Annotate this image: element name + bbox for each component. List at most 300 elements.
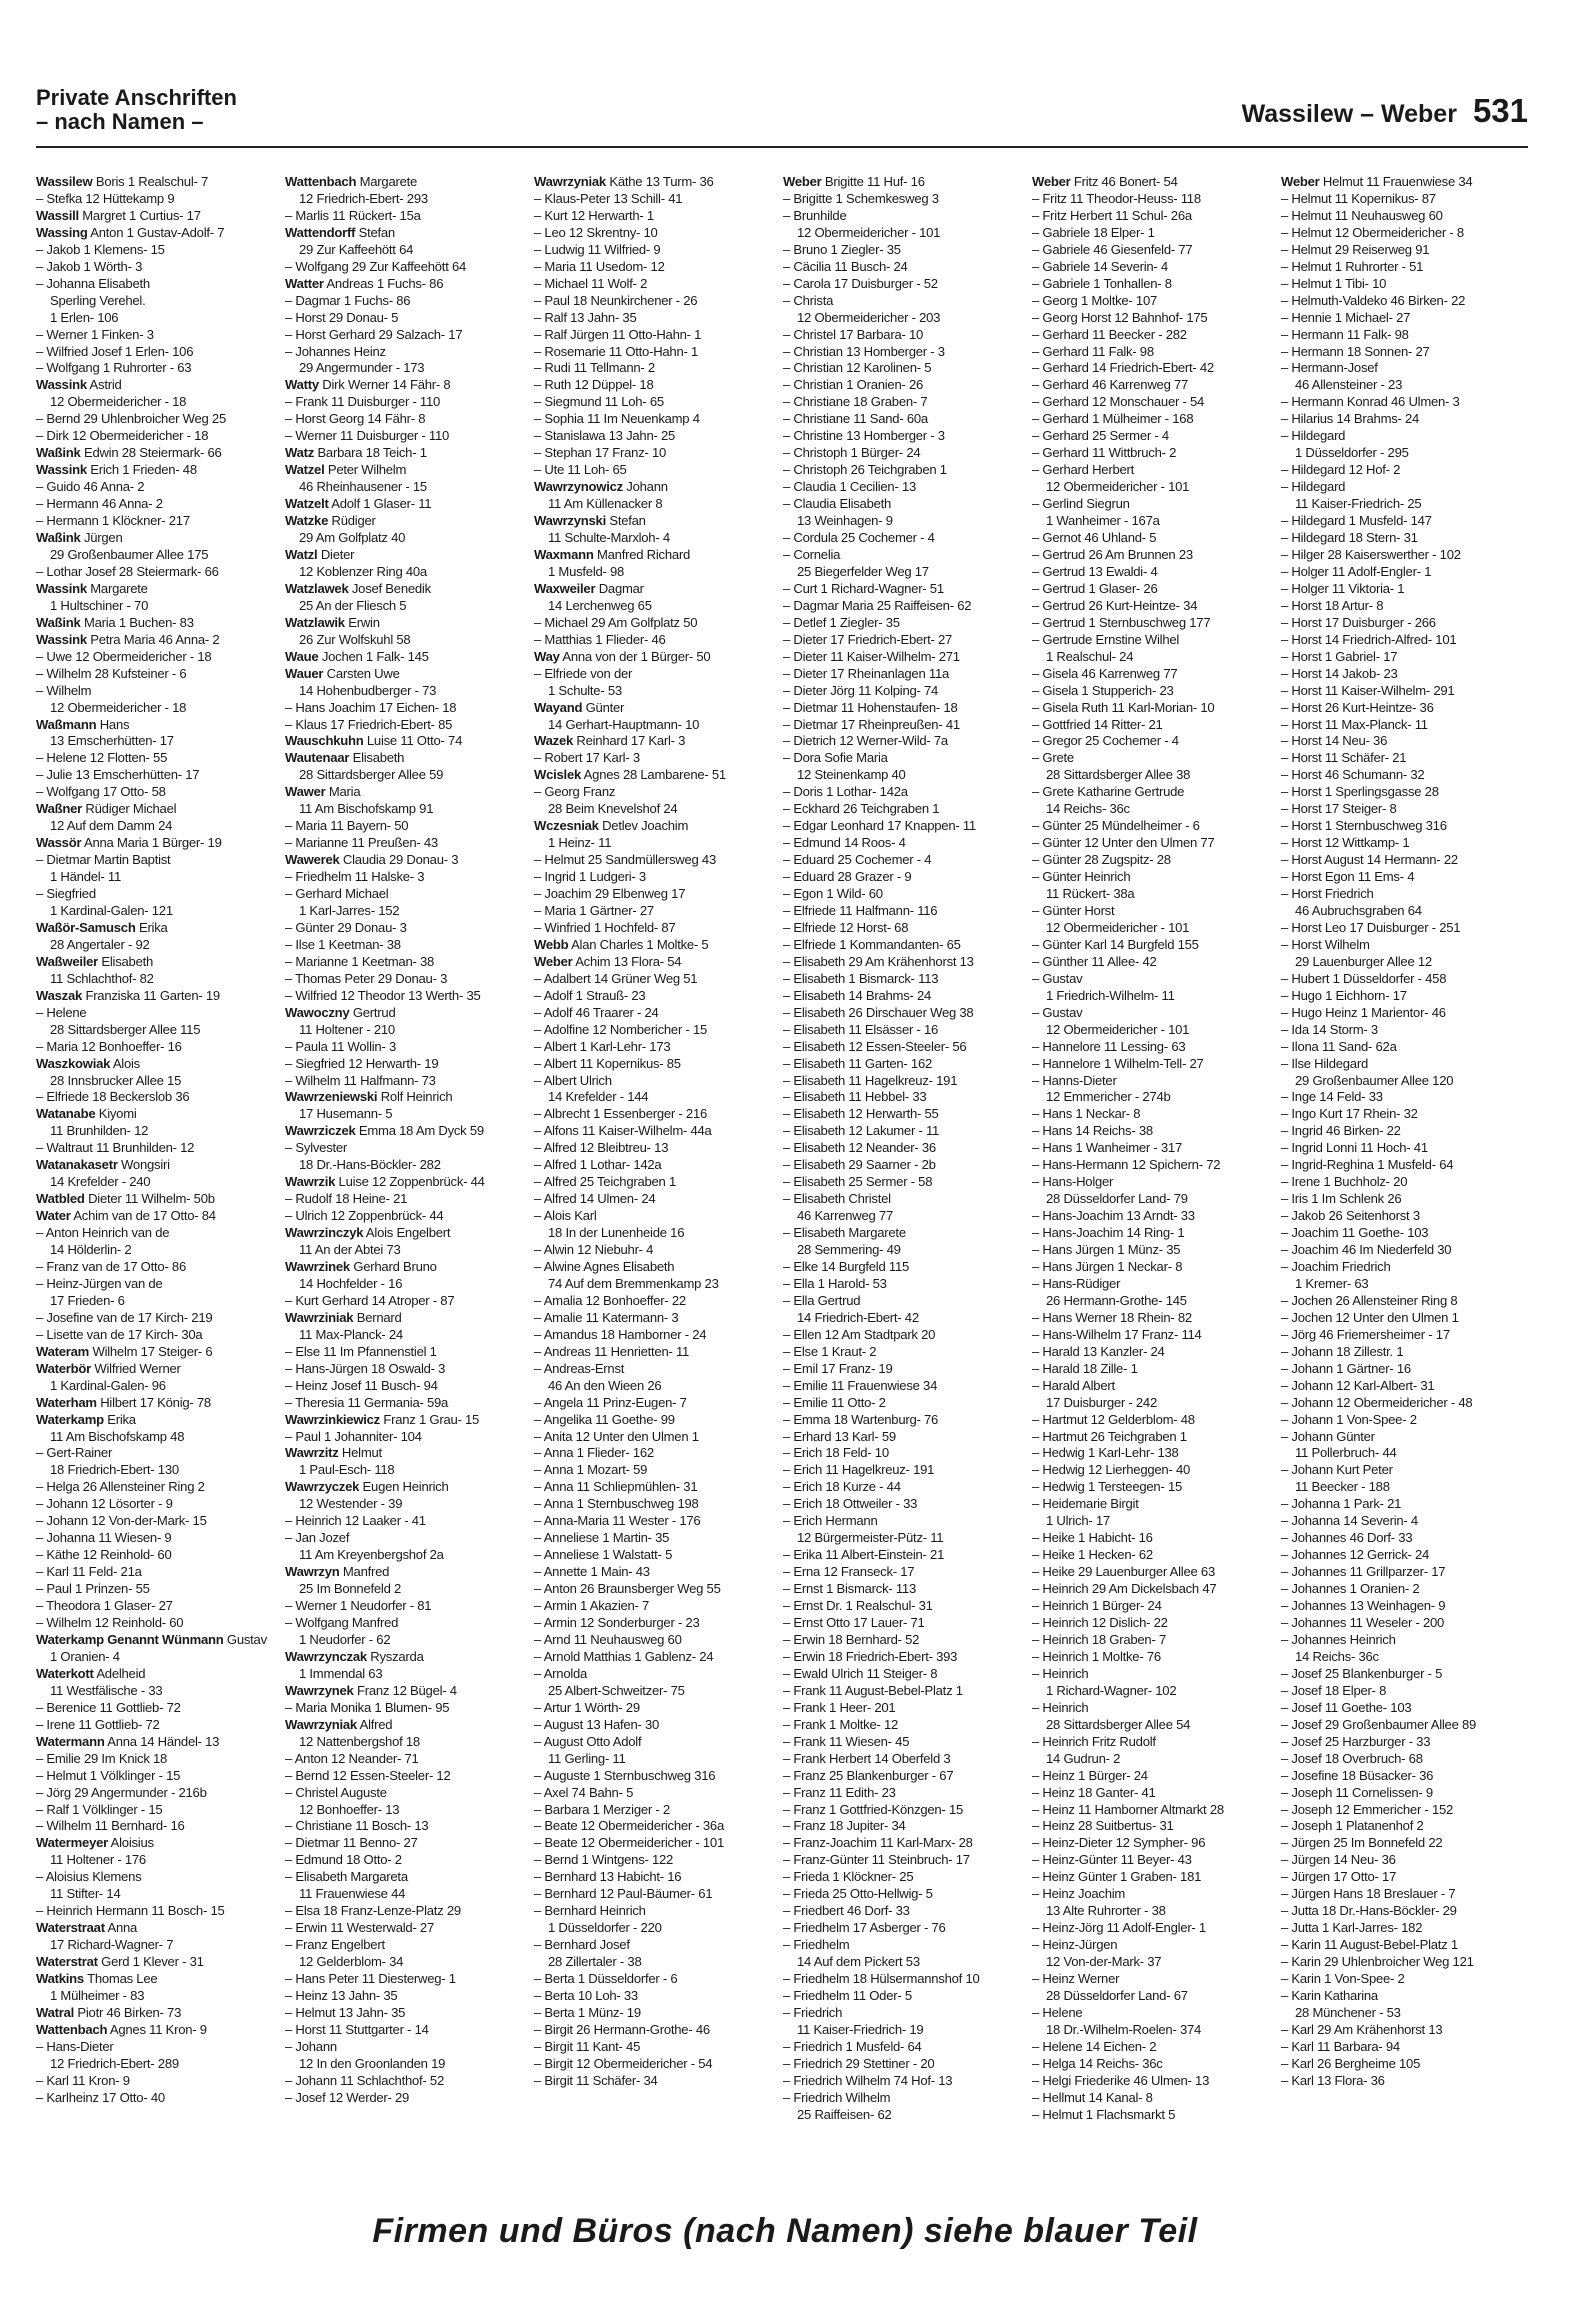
entry-text: – Frank 11 Wiesen- 45: [783, 1733, 910, 1749]
entry-text: 29 Lauenburger Allee 12: [1295, 953, 1432, 969]
entry-text: – Hans-Dieter: [36, 2038, 114, 2054]
entry-text: 14 Lerchenweg 65: [548, 597, 652, 613]
entry-text: – Anna 1 Mozart- 59: [534, 1462, 648, 1478]
directory-entry: [1032, 1852, 1277, 1869]
entry-text: – Elke 14 Burgfeld 115: [783, 1259, 910, 1274]
entry-text: Erich 1 Frieden- 48: [86, 462, 197, 478]
entry-text: 12 In den Groonlanden 19: [299, 2055, 446, 2071]
directory-entry: [783, 2107, 1028, 2124]
directory-entry: [534, 988, 779, 1005]
directory-entry: [285, 1225, 530, 1242]
entry-text: – Dietmar 17 Rheinpreußen- 41: [783, 716, 960, 732]
directory-entry: [783, 479, 1028, 496]
entry-text: – Amalia 12 Bonhoeffer- 22: [534, 1292, 686, 1308]
directory-entry: [285, 1666, 530, 1683]
directory-entry: [783, 937, 1028, 954]
entry-text: – Heinrich: [1032, 1665, 1089, 1681]
directory-entry: [534, 1039, 779, 1056]
directory-entry: [534, 564, 779, 581]
entry-text: – Friedrich Wilhelm: [783, 2089, 891, 2105]
directory-entry: [1032, 411, 1277, 428]
directory-entry: [1281, 683, 1526, 700]
directory-entry: [534, 1920, 779, 1937]
entry-text: – Ingrid Lonni 11 Hoch- 41: [1281, 1140, 1428, 1156]
directory-entry: [534, 581, 779, 598]
directory-entry: [1281, 1395, 1526, 1412]
directory-entry: [534, 1649, 779, 1666]
directory-entry: [783, 394, 1028, 411]
entry-text: – Harald 13 Kanzler- 24: [1032, 1343, 1165, 1359]
entry-text: – Fritz Herbert 11 Schul- 26a: [1032, 207, 1192, 223]
entry-text: – Hans Werner 18 Rhein- 82: [1032, 1309, 1192, 1325]
entry-text: 28 Angertaler - 92: [50, 936, 150, 952]
entry-text: – Friedhelm 11 Oder- 5: [783, 1987, 912, 2003]
entry-surname: Watzl: [285, 546, 318, 562]
entry-text: Gustav: [223, 1631, 267, 1647]
directory-entry: [1032, 733, 1277, 750]
entry-text: Boris 1 Realschul- 7: [92, 174, 209, 189]
entry-text: 25 Raiffeisen- 62: [797, 2106, 892, 2122]
entry-text: 1 Hultschiner - 70: [50, 597, 149, 613]
entry-text: – Hilger 28 Kaiserswerther - 102: [1281, 546, 1461, 562]
directory-entry: [1281, 1462, 1526, 1479]
directory-entry: [1281, 1971, 1526, 1988]
entry-text: – Heike 29 Lauenburger Allee 63: [1032, 1564, 1215, 1580]
directory-entry: [534, 733, 779, 750]
entry-text: – Joachim Friedrich: [1281, 1259, 1391, 1274]
directory-entry: [36, 1869, 281, 1886]
directory-entry: [1281, 174, 1526, 191]
entry-text: – Alfons 11 Kaiser-Wilhelm- 44a: [534, 1123, 712, 1139]
entry-surname: Waterstraat: [36, 1920, 105, 1936]
entry-text: – Heinz Josef 11 Busch- 94: [285, 1377, 438, 1393]
directory-entry: [534, 1666, 779, 1683]
entry-text: – Hedwig 1 Karl-Lehr- 138: [1032, 1445, 1179, 1461]
directory-entry: [285, 632, 530, 649]
entry-surname: Wattenbach: [36, 2021, 108, 2037]
entry-text: – Brigitte 1 Schemkesweg 3: [783, 190, 939, 206]
entry-text: – Rudi 11 Tellmann- 2: [534, 360, 655, 376]
directory-entry: [1281, 1157, 1526, 1174]
directory-entry: [783, 191, 1028, 208]
entry-text: – Horst 29 Donau- 5: [285, 309, 399, 325]
directory-entry: [285, 733, 530, 750]
directory-entry: [1281, 1140, 1526, 1157]
directory-entry: [36, 598, 281, 615]
entry-text: – Karin 1 Von-Spee- 2: [1281, 1971, 1405, 1987]
entry-text: Astrid: [86, 377, 122, 393]
directory-entry: [285, 666, 530, 683]
directory-entry: [36, 1174, 281, 1191]
entry-text: 18 Dr.-Wilhelm-Roelen- 374: [1046, 2021, 1202, 2037]
directory-entry: [1281, 971, 1526, 988]
entry-text: 11 Am Küllenacker 8: [548, 496, 663, 512]
entry-text: – Maria Monika 1 Blumen- 95: [285, 1699, 450, 1715]
directory-entry: [285, 1479, 530, 1496]
entry-text: – Joachim 46 Im Niederfeld 30: [1281, 1242, 1452, 1258]
entry-text: – Grete Katharine Gertrude: [1032, 784, 1185, 800]
entry-surname: Weber: [1032, 174, 1071, 189]
entry-text: – Christel Auguste: [285, 1784, 387, 1800]
directory-entry: [783, 750, 1028, 767]
entry-text: – Christa: [783, 292, 834, 308]
directory-entry: [1032, 1310, 1277, 1327]
entry-text: 13 Alte Ruhrorter - 38: [1046, 1903, 1166, 1919]
directory-entry: [783, 1073, 1028, 1090]
entry-text: – Erich 18 Feld- 10: [783, 1445, 889, 1461]
directory-entry: [1032, 1937, 1277, 1954]
directory-entry: [1281, 1445, 1526, 1462]
entry-surname: Watbled: [36, 1191, 85, 1207]
entry-text: – Jörg 46 Friemersheimer - 17: [1281, 1326, 1450, 1342]
directory-entry: [1281, 411, 1526, 428]
directory-entry: [1032, 852, 1277, 869]
entry-text: – Johann 12 Obermeidericher - 48: [1281, 1394, 1473, 1410]
directory-entry: [1281, 547, 1526, 564]
directory-entry: [1032, 479, 1277, 496]
entry-text: – Auguste 1 Sternbuschweg 316: [534, 1767, 716, 1783]
entry-text: – Bernd 29 Uhlenbroicher Weg 25: [36, 411, 226, 427]
entry-text: Reinhard 17 Karl- 3: [573, 733, 686, 749]
entry-text: – Horst August 14 Hermann- 22: [1281, 852, 1458, 868]
directory-entry: [1281, 1988, 1526, 2005]
entry-text: 29 Am Golfplatz 40: [299, 530, 406, 546]
entry-text: – Franz 1 Gottfried-Könzgen- 15: [783, 1801, 964, 1817]
entry-surname: Waßink: [36, 530, 81, 546]
directory-entry: [783, 344, 1028, 361]
directory-entry: [534, 1954, 779, 1971]
directory-entry: [783, 683, 1028, 700]
directory-entry: [285, 1937, 530, 1954]
directory-entry: [783, 767, 1028, 784]
entry-text: 11 Am Bischofskamp 48: [50, 1428, 185, 1444]
directory-entry: [1032, 1649, 1277, 1666]
directory-entry: [1032, 1344, 1277, 1361]
entry-text: – Paula 11 Wollin- 3: [285, 1038, 396, 1054]
entry-text: 25 Im Bonnefeld 2: [299, 1581, 402, 1597]
entry-text: 1 Immendal 63: [299, 1665, 383, 1681]
entry-text: Franz 1 Grau- 15: [379, 1411, 480, 1427]
directory-entry: [285, 1242, 530, 1259]
directory-entry: [36, 1123, 281, 1140]
entry-text: – Joseph 12 Emmericher - 152: [1281, 1801, 1454, 1817]
directory-entry: [783, 293, 1028, 310]
entry-text: – Emilie 11 Otto- 2: [783, 1394, 886, 1410]
directory-entry: [783, 1259, 1028, 1276]
entry-text: – Claudia 1 Cecilien- 13: [783, 479, 917, 495]
entry-text: – Karl 11 Barbara- 94: [1281, 2038, 1400, 2054]
directory-entry: [534, 1395, 779, 1412]
entry-text: – Günter Horst: [1032, 902, 1115, 918]
directory-entry: [1281, 1547, 1526, 1564]
directory-entry: [1281, 869, 1526, 886]
entry-text: – Heinrich: [1032, 1699, 1089, 1715]
entry-text: – Stephan 17 Franz- 10: [534, 445, 667, 461]
entry-text: – Anneliese 1 Martin- 35: [534, 1530, 670, 1546]
entry-text: – Cornelia: [783, 546, 841, 562]
directory-entry: [285, 886, 530, 903]
entry-text: – Erwin 18 Bernhard- 52: [783, 1631, 920, 1647]
directory-entry: [1032, 1988, 1277, 2005]
entry-text: 11 An der Abtei 73: [299, 1242, 401, 1258]
directory-entry: [36, 208, 281, 225]
directory-entry: [285, 1581, 530, 1598]
directory-entry: [783, 1106, 1028, 1123]
directory-entry: [36, 615, 281, 632]
entry-text: 28 Münchener - 53: [1295, 2004, 1401, 2020]
directory-entry: [36, 1649, 281, 1666]
entry-text: Elisabeth: [98, 953, 154, 969]
directory-entry: [1032, 1971, 1277, 1988]
directory-entry: [36, 1445, 281, 1462]
directory-entry: [1032, 615, 1277, 632]
entry-surname: Wcislek: [534, 767, 582, 783]
entry-text: – Johannes 1 Oranien- 2: [1281, 1581, 1420, 1597]
entry-text: – Horst 14 Friedrich-Alfred- 101: [1281, 631, 1457, 647]
directory-entry: [783, 615, 1028, 632]
entry-text: – Elisabeth 1 Bismarck- 113: [783, 970, 939, 986]
entry-text: – Josef 18 Overbruch- 68: [1281, 1750, 1423, 1766]
entry-text: – Ewald Ulrich 11 Steiger- 8: [783, 1665, 938, 1681]
directory-entry: [285, 1056, 530, 1073]
entry-text: 28 Sittardsberger Allee 54: [1046, 1716, 1191, 1732]
directory-entry: [1281, 666, 1526, 683]
entry-text: – Franz 11 Edith- 23: [783, 1784, 896, 1800]
directory-entry: [783, 1327, 1028, 1344]
directory-entry: [783, 1547, 1028, 1564]
directory-entry: [783, 1378, 1028, 1395]
directory-entry: [1281, 225, 1526, 242]
directory-entry: [285, 1208, 530, 1225]
entry-text: 14 Krefelder - 144: [548, 1089, 649, 1105]
directory-entry: [1281, 293, 1526, 310]
entry-text: – Albert 1 Karl-Lehr- 173: [534, 1038, 671, 1054]
entry-text: – Johanna Elisabeth: [36, 275, 150, 291]
directory-entry: [783, 242, 1028, 259]
entry-text: – Elisabeth Margareta: [285, 1869, 408, 1885]
directory-entry: [534, 767, 779, 784]
entry-text: Dieter 11 Wilhelm- 50b: [84, 1191, 215, 1207]
entry-text: – Elisabeth 11 Hagelkreuz- 191: [783, 1072, 958, 1088]
entry-text: – Johann 12 Karl-Albert- 31: [1281, 1377, 1435, 1393]
entry-surname: Waszkowiak: [36, 1055, 111, 1071]
directory-entry: [285, 1445, 530, 1462]
entry-text: 1 Schulte- 53: [548, 682, 622, 698]
directory-entry: [36, 1988, 281, 2005]
entry-text: Günter: [582, 699, 625, 715]
entry-text: – Christine 13 Homberger - 3: [783, 428, 945, 444]
directory-entry: [783, 1056, 1028, 1073]
directory-entry: [1032, 1666, 1277, 1683]
directory-entry: [36, 2022, 281, 2039]
entry-text: – Frank Herbert 14 Oberfeld 3: [783, 1750, 951, 1766]
directory-entry: [285, 1632, 530, 1649]
directory-entry: [1032, 750, 1277, 767]
directory-entry: [285, 564, 530, 581]
entry-text: 12 Emmericher - 274b: [1046, 1089, 1171, 1105]
directory-entry: [285, 1429, 530, 1446]
directory-entry: [534, 462, 779, 479]
entry-text: 17 Duisburger - 242: [1046, 1394, 1157, 1410]
directory-entry: [1281, 1259, 1526, 1276]
directory-entry: [1032, 784, 1277, 801]
entry-text: – Thomas Peter 29 Donau- 3: [285, 970, 448, 986]
entry-text: 25 An der Fliesch 5: [299, 597, 407, 613]
directory-entry: [1032, 394, 1277, 411]
directory-entry: [1281, 954, 1526, 971]
directory-entry: [36, 445, 281, 462]
entry-text: – Horst Friedrich: [1281, 886, 1374, 902]
directory-entry: [285, 767, 530, 784]
entry-text: Hilbert 17 König- 78: [96, 1394, 211, 1410]
entry-text: – Erich 18 Kurze - 44: [783, 1479, 901, 1495]
directory-entry: [36, 1496, 281, 1513]
entry-text: 12 Friedrich-Ebert- 289: [50, 2055, 179, 2071]
directory-entry: [783, 1751, 1028, 1768]
entry-surname: Waterkott: [36, 1665, 94, 1681]
directory-entry: [285, 513, 530, 530]
directory-entry: [534, 1988, 779, 2005]
directory-entry: [285, 1344, 530, 1361]
entry-text: – Friedhelm: [783, 1937, 850, 1953]
directory-entry: [534, 428, 779, 445]
directory-entry: [1281, 1598, 1526, 1615]
entry-text: – Karin 11 August-Bebel-Platz 1: [1281, 1937, 1458, 1953]
entry-text: – Adalbert 14 Grüner Weg 51: [534, 970, 698, 986]
directory-entry: [36, 2005, 281, 2022]
entry-text: 28 Semmering- 49: [797, 1242, 901, 1258]
entry-surname: Wassing: [36, 224, 88, 240]
entry-surname: Waßweiler: [36, 953, 99, 969]
entry-text: – Günther 11 Allee- 42: [1032, 953, 1157, 969]
entry-text: – Berta 1 Düsseldorfer - 6: [534, 1971, 678, 1987]
directory-entry: [1032, 1056, 1277, 1073]
directory-entry: [534, 276, 779, 293]
entry-text: – Gerhard 25 Sermer - 4: [1032, 428, 1169, 444]
directory-entry: [534, 2022, 779, 2039]
directory-entry: [1281, 801, 1526, 818]
directory-entry: [783, 564, 1028, 581]
entry-text: – Johann 1 Von-Spee- 2: [1281, 1411, 1417, 1427]
entry-text: 12 Obermeidericher - 101: [1046, 1021, 1190, 1037]
directory-entry: [1281, 344, 1526, 361]
entry-text: – Artur 1 Wörth- 29: [534, 1699, 640, 1715]
entry-text: – Horst 12 Wittkamp- 1: [1281, 835, 1410, 851]
entry-surname: Watz: [285, 445, 315, 461]
directory-entry: [1032, 581, 1277, 598]
directory-entry: [36, 988, 281, 1005]
directory-entry: [36, 411, 281, 428]
entry-text: 1 Kardinal-Galen- 121: [50, 902, 173, 918]
entry-text: – Christian 12 Karolinen- 5: [783, 360, 932, 376]
entry-surname: Wawoczny: [285, 1004, 350, 1020]
entry-text: – Gerlind Siegrun: [1032, 496, 1130, 512]
directory-entry: [534, 1106, 779, 1123]
directory-entry: [285, 411, 530, 428]
directory-entry: [783, 733, 1028, 750]
entry-text: – Alwin 12 Niebuhr- 4: [534, 1242, 654, 1258]
entry-text: – Eduard 25 Cochemer - 4: [783, 852, 932, 868]
directory-entry: [285, 1683, 530, 1700]
entry-text: – Karl 29 Am Krähenhorst 13: [1281, 2021, 1443, 2037]
entry-text: – Else 1 Kraut- 2: [783, 1343, 877, 1359]
entry-text: Dieter: [317, 546, 355, 562]
entry-text: – Frank 1 Moltke- 12: [783, 1716, 899, 1732]
directory-entry: [1032, 1378, 1277, 1395]
entry-text: – Winfried 1 Hochfeld- 87: [534, 919, 676, 935]
entry-surname: Waterbör: [36, 1360, 91, 1376]
directory-entry: [36, 293, 281, 310]
directory-entry: [1281, 242, 1526, 259]
directory-entry: [534, 1005, 779, 1022]
directory-entry: [36, 1971, 281, 1988]
entry-text: – Hans Jürgen 1 Münz- 35: [1032, 1242, 1181, 1258]
entry-text: – Else 11 Im Pfannenstiel 1: [285, 1343, 437, 1359]
entry-text: – Horst 46 Schumann- 32: [1281, 767, 1425, 783]
directory-entry: [36, 2090, 281, 2107]
directory-entry: [1281, 1429, 1526, 1446]
entry-text: – Erika 11 Albert-Einstein- 21: [783, 1547, 945, 1563]
directory-entry: [783, 1174, 1028, 1191]
directory-entry: [1032, 801, 1277, 818]
directory-entry: [285, 2022, 530, 2039]
directory-entry: [783, 1276, 1028, 1293]
entry-text: – Marianne 1 Keetman- 38: [285, 953, 435, 969]
entry-text: – Hermann 11 Falk- 98: [1281, 326, 1409, 342]
directory-entry: [534, 208, 779, 225]
directory-entry: [1281, 1412, 1526, 1429]
entry-text: – Ralf 13 Jahn- 35: [534, 309, 637, 325]
entry-surname: Waterham: [36, 1394, 97, 1410]
entry-surname: Wawrzinczyk: [285, 1225, 364, 1241]
entry-text: 1 Paul-Esch- 118: [299, 1462, 395, 1478]
directory-entry: [534, 666, 779, 683]
directory-entry: [1032, 1157, 1277, 1174]
entry-surname: Watermann: [36, 1733, 105, 1749]
entry-text: Dagmar: [595, 580, 644, 596]
directory-entry: [1281, 835, 1526, 852]
entry-text: – Irene 1 Buchholz- 20: [1281, 1174, 1408, 1190]
directory-entry: [534, 937, 779, 954]
directory-entry: [285, 1378, 530, 1395]
entry-text: – Anna 1 Sternbuschweg 198: [534, 1496, 699, 1512]
directory-entry: [1281, 649, 1526, 666]
entry-text: Manfred Richard: [593, 546, 691, 562]
directory-entry: [1032, 462, 1277, 479]
directory-entry: [1032, 1886, 1277, 1903]
entry-text: – Christoph 26 Teichgraben 1: [783, 462, 947, 478]
directory-entry: [1032, 920, 1277, 937]
directory-entry: [783, 886, 1028, 903]
entry-text: Agnes 28 Lambarene- 51: [581, 767, 726, 783]
entry-text: Sperling Verehel.: [50, 292, 146, 308]
entry-text: – Hannelore 1 Wilhelm-Tell- 27: [1032, 1055, 1204, 1071]
directory-entry: [783, 1785, 1028, 1802]
directory-entry: [285, 1598, 530, 1615]
directory-entry: [1032, 1191, 1277, 1208]
entry-text: 12 Obermeidericher - 18: [50, 394, 187, 410]
directory-entry: [1281, 1378, 1526, 1395]
directory-column-4: [783, 174, 1028, 2180]
directory-entry: [534, 1852, 779, 1869]
directory-entry: [36, 530, 281, 547]
entry-text: 29 Angermunder - 173: [299, 360, 425, 376]
directory-entry: [783, 869, 1028, 886]
entry-text: – Eckhard 26 Teichgraben 1: [783, 801, 940, 817]
entry-text: – Gerhard 11 Falk- 98: [1032, 343, 1154, 359]
entry-text: – Franz Engelbert: [285, 1937, 385, 1953]
directory-entry: [783, 1022, 1028, 1039]
